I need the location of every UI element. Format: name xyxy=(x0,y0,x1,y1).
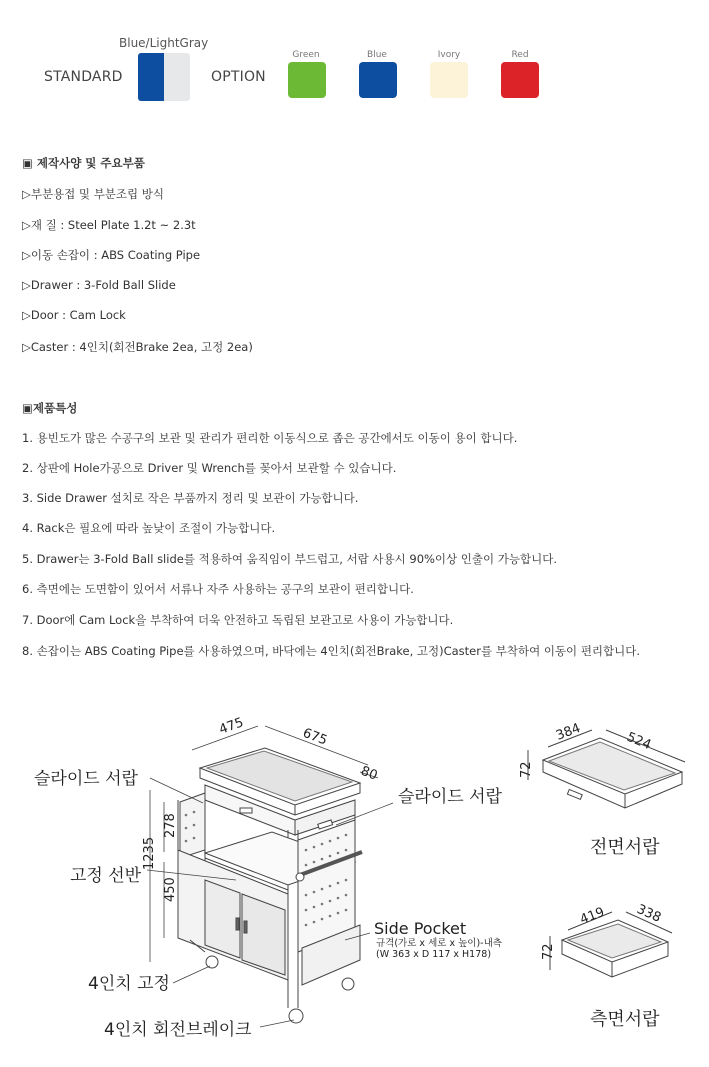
dim-total-height: 1235 xyxy=(142,836,157,870)
feature-item: 1. 용빈도가 많은 수공구의 보관 및 관리가 편리한 이동식으로 좁은 공간에서도 이동이 용이 합니다. xyxy=(22,431,518,445)
spec-item: ▷Drawer : 3-Fold Ball Slide xyxy=(22,278,176,292)
callout-caster-brake: 4인치 회전브레이크 xyxy=(104,1020,252,1040)
option-green-swatch xyxy=(288,62,326,98)
standard-swatch xyxy=(138,53,190,101)
cart-drawing xyxy=(178,748,362,1023)
option-blue-swatch xyxy=(359,62,397,98)
option-ivory-swatch xyxy=(430,62,468,98)
side-drawer-height: 72 xyxy=(541,943,556,960)
dim-drawer-height: 278 xyxy=(163,813,178,838)
feature-item: 5. Drawer는 3-Fold Ball slide를 적용하여 움직임이 부드럽고, 서랍 사용시 90%이상 인출이 가능합니다. xyxy=(22,552,557,566)
product-diagram xyxy=(0,690,709,1067)
feature-title: ▣제품특성 xyxy=(22,401,78,415)
side-drawer-depth: 338 xyxy=(634,901,664,926)
option-ivory-label: Ivory xyxy=(437,50,461,60)
front-drawer-width: 384 xyxy=(554,720,583,744)
option-label: OPTION xyxy=(211,69,266,85)
side-drawer-caption: 측면서랍 xyxy=(590,1009,660,1030)
front-drawer-height: 72 xyxy=(519,761,534,778)
callout-slide-drawer-left: 슬라이드 서랍 xyxy=(34,769,138,789)
standard-color-name: Blue/LightGray xyxy=(119,36,209,50)
option-red-swatch xyxy=(501,62,539,98)
standard-swatch-gray xyxy=(164,53,190,101)
spec-item: ▷부분용접 및 부분조립 방식 xyxy=(22,187,165,201)
side-pocket-spec-line1: 규격(가로 x 세로 x 높이)-내측 xyxy=(376,938,502,949)
dim-top-offset: 80 xyxy=(358,763,380,784)
callout-side-pocket: Side Pocket xyxy=(374,919,467,938)
front-drawer-caption: 전면서랍 xyxy=(590,837,660,858)
dim-cabinet-height: 450 xyxy=(163,877,178,902)
feature-item: 8. 손잡이는 ABS Coating Pipe를 사용하였으며, 바닥에는 4인치(회전Brake, 고정)Caster를 부착하여 이동이 편리합니다. xyxy=(22,644,641,658)
dim-depth: 475 xyxy=(217,715,246,738)
spec-item: ▷이동 손잡이 : ABS Coating Pipe xyxy=(22,248,201,262)
spec-title: ▣ 제작사양 및 주요부품 xyxy=(22,156,145,170)
front-drawer-drawing xyxy=(528,730,685,808)
standard-swatch-blue xyxy=(138,53,164,101)
spec-item: ▷재 질 : Steel Plate 1.2t ~ 2.3t xyxy=(22,218,196,232)
side-pocket-spec-line2: (W 363 x D 117 x H178) xyxy=(376,949,492,960)
option-blue-label: Blue xyxy=(367,50,387,60)
standard-label: STANDARD xyxy=(44,69,123,85)
feature-item: 6. 측면에는 도면함이 있어서 서류나 자주 사용하는 공구의 보관이 편리합니다. xyxy=(22,582,414,596)
dim-width: 675 xyxy=(300,725,330,749)
feature-item: 2. 상판에 Hole가공으로 Driver 및 Wrench를 꽂아서 보관할 수 있습니다. xyxy=(22,461,397,475)
callout-caster-fixed: 4인치 고정 xyxy=(88,974,170,994)
option-red-label: Red xyxy=(511,50,529,60)
front-drawer-depth: 524 xyxy=(624,729,654,754)
spec-item: ▷Door : Cam Lock xyxy=(22,308,126,322)
feature-item: 4. Rack은 필요에 따라 높낮이 조절이 가능합니다. xyxy=(22,521,276,535)
callout-fixed-shelf: 고정 선반 xyxy=(70,866,142,886)
spec-item: ▷Caster : 4인치(회전Brake 2ea, 고정 2ea) xyxy=(22,340,253,354)
option-green-label: Green xyxy=(292,50,320,60)
feature-item: 7. Door에 Cam Lock을 부착하여 더욱 안전하고 독립된 보관고로 사용이 가능합니다. xyxy=(22,613,454,627)
feature-item: 3. Side Drawer 설치로 작은 부품까지 정리 및 보관이 가능합니다. xyxy=(22,491,359,505)
side-drawer-width: 419 xyxy=(578,904,607,928)
callout-slide-drawer-right: 슬라이드 서랍 xyxy=(398,787,502,807)
